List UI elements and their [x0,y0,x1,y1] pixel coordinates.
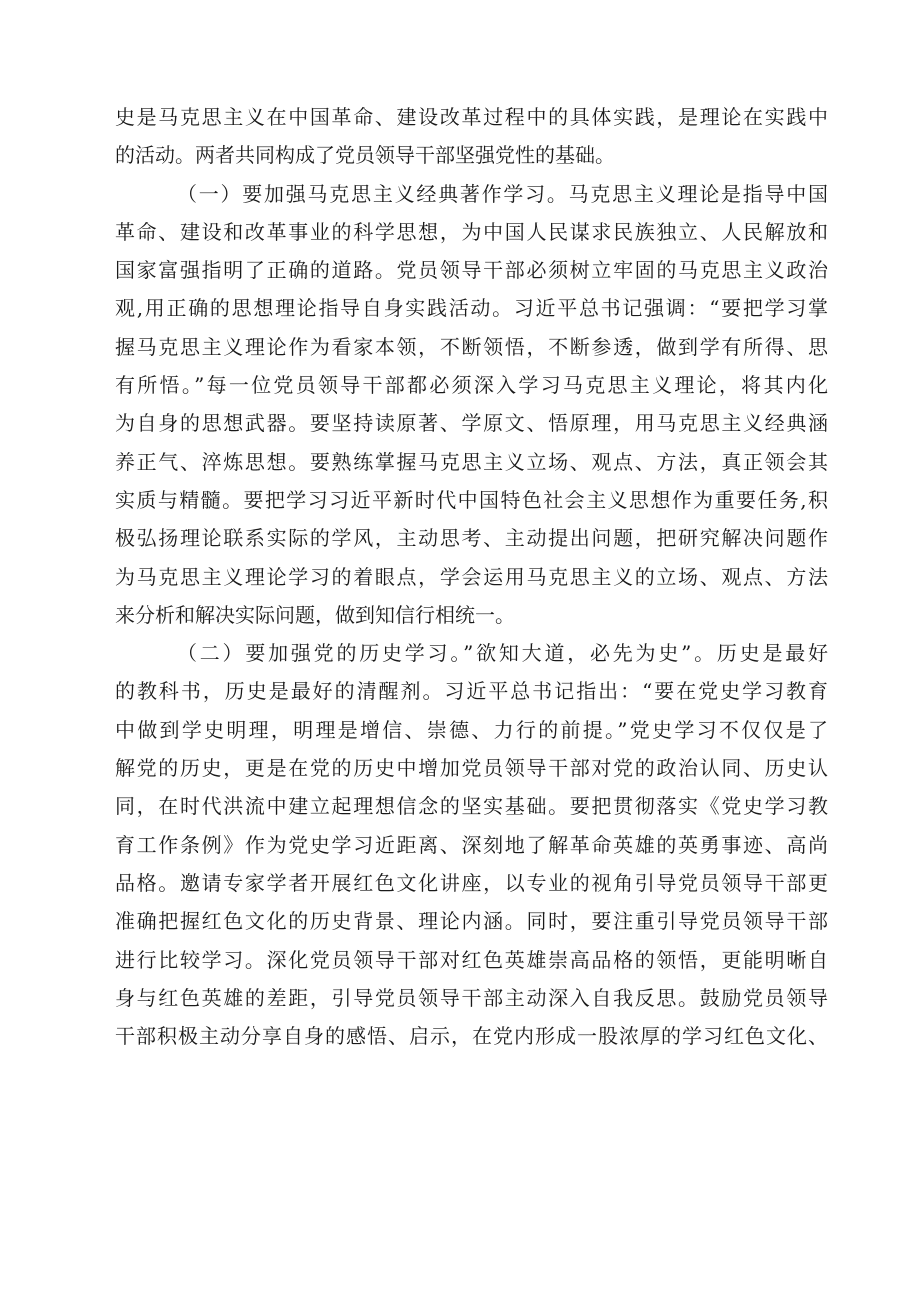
text-line: 国家富强指明了正确的道路。党员领导干部必须树立牢固的马克思主义政治 [115,258,828,283]
text-line: 育工作条例》作为党史学习近距离、深刻地了解革命英雄的英勇事迹、高尚 [115,832,828,857]
text-line: 为马克思主义理论学习的着眼点，学会运用马克思主义的立场、观点、方法 [115,564,828,589]
text-line: 观,用正确的思想理论指导自身实践活动。习近平总书记强调：“要把学习掌 [115,296,828,321]
text-line: 的活动。两者共同构成了党员领导干部坚强党性的基础。 [115,143,615,168]
text-line: 实质与精髓。要把学习习近平新时代中国特色社会主义思想作为重要任务,积 [115,487,828,512]
text-line: 革命、建设和改革事业的科学思想，为中国人民谋求民族独立、人民解放和 [115,219,828,244]
text-line: （一）要加强马克思主义经典著作学习。马克思主义理论是指导中国 [177,181,828,206]
text-line: 同，在时代洪流中建立起理想信念的坚实基础。要把贯彻落实《党史学习教 [115,794,828,819]
document-page [115,98,828,1055]
text-line: 有所悟。”每一位党员领导干部都必须深入学习马克思主义理论，将其内化 [115,373,828,398]
text-line: 养正气、淬炼思想。要熟练掌握马克思主义立场、观点、方法，真正领会其 [115,449,828,474]
text-line: 进行比较学习。深化党员领导干部对红色英雄崇高品格的领悟，更能明晰自 [115,947,828,972]
text-line: 干部积极主动分享自身的感悟、启示，在党内形成一股浓厚的学习红色文化、 [115,1024,828,1049]
text-line: 品格。邀请专家学者开展红色文化讲座，以专业的视角引导党员领导干部更 [115,870,828,895]
paragraph-continuation [115,98,828,175]
text-line: 身与红色英雄的差距，引导党员领导干部主动深入自我反思。鼓励党员领导 [115,985,828,1010]
paragraph-marxism-study [115,175,828,635]
paragraph-party-history-study [115,634,828,1055]
text-line: 准确把握红色文化的历史背景、理论内涵。同时，要注重引导党员领导干部 [115,909,828,934]
text-line: 史是马克思主义在中国革命、建设改革过程中的具体实践，是理论在实践中 [115,105,828,129]
text-line: 极弘扬理论联系实际的学风，主动思考、主动提出问题，把研究解决问题作 [115,526,828,551]
text-line: 解党的历史，更是在党的历史中增加党员领导干部对党的政治认同、历史认 [115,756,828,781]
text-line: （二）要加强党的历史学习。”欲知大道，必先为史”。历史是最好 [177,641,828,666]
text-line: 的教科书，历史是最好的清醒剂。习近平总书记指出：“要在党史学习教育 [115,679,828,704]
text-line: 为自身的思想武器。要坚持读原著、学原文、悟原理，用马克思主义经典涵 [115,411,828,436]
text-line: 握马克思主义理论作为看家本领，不断领悟，不断参透，做到学有所得、思 [115,334,828,359]
text-line: 中做到学史明理，明理是增信、崇德、力行的前提。”党史学习不仅仅是了 [115,717,828,742]
text-line: 来分析和解决实际问题，做到知信行相统一。 [115,602,515,627]
